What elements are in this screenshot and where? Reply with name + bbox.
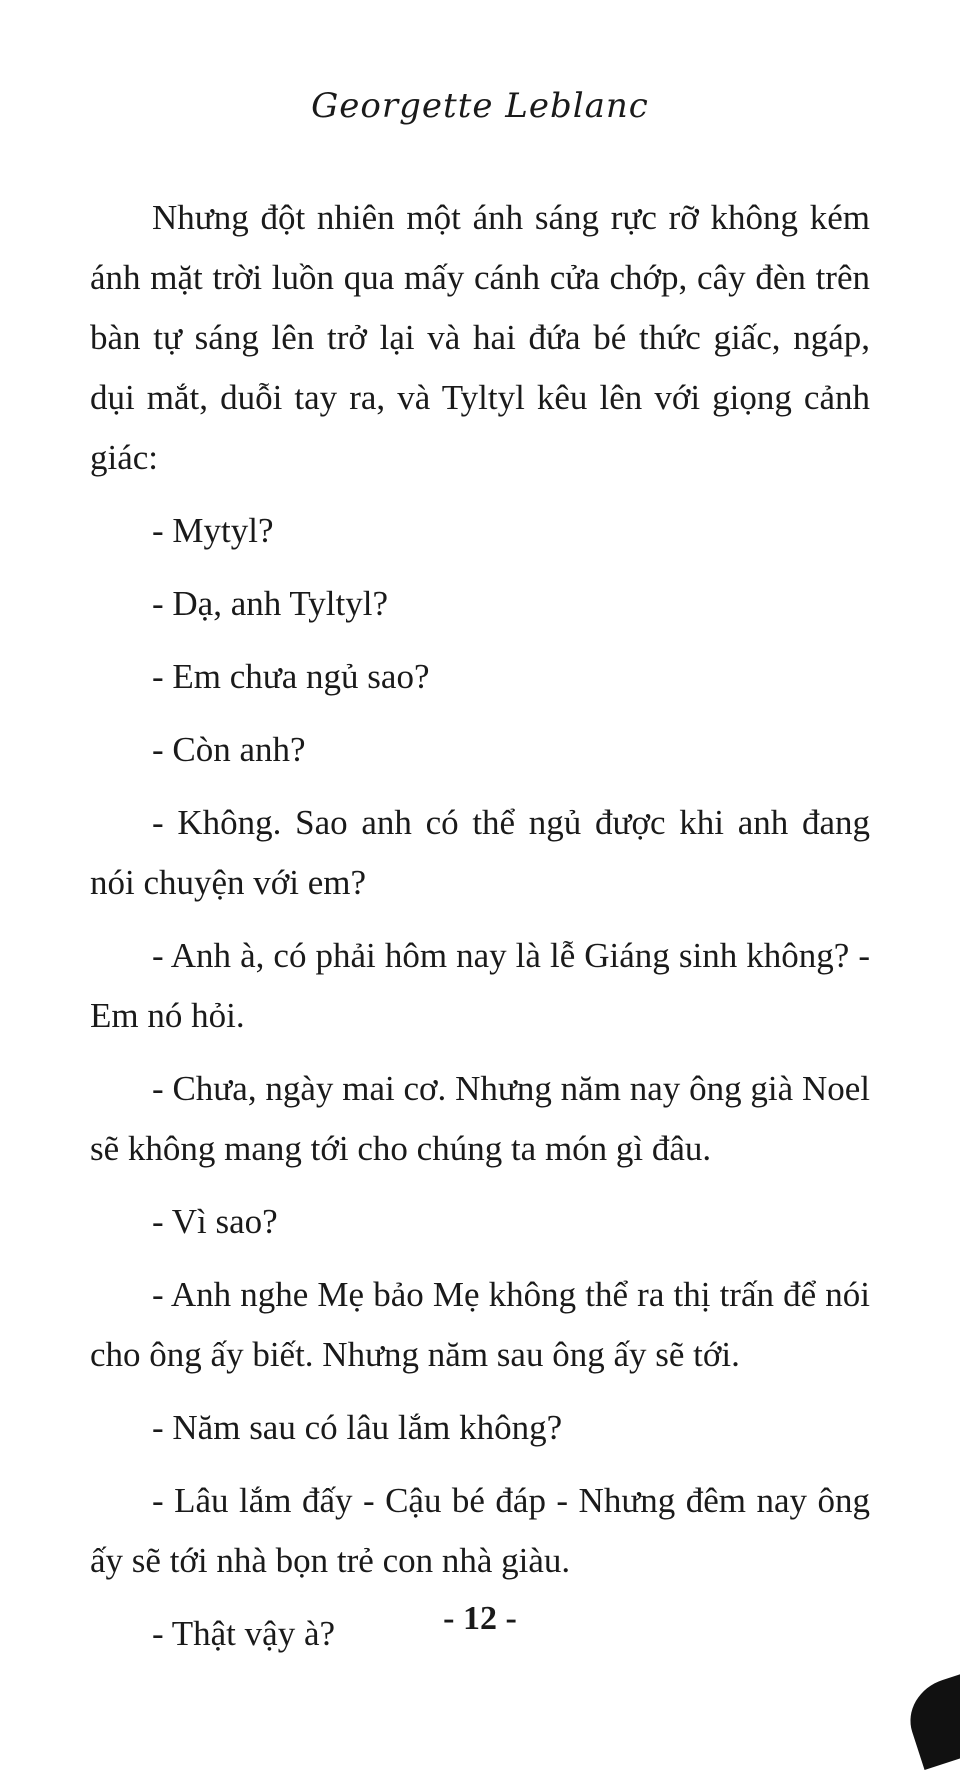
body-text [90, 188, 870, 1677]
paragraph: - Lâu lắm đấy - Cậu bé đáp - Nhưng đêm nay ông ấy sẽ tới nhà bọn trẻ con nhà giàu. [90, 1481, 870, 1580]
paragraph: - Anh nghe Mẹ bảo Mẹ không thể ra thị trấn để nói cho ông ấy biết. Nhưng năm sau ông ấy sẽ tới. [90, 1275, 870, 1374]
paragraph: - Chưa, ngày mai cơ. Nhưng năm nay ông già Noel sẽ không mang tới cho chúng ta món gì đâu. [90, 1069, 870, 1168]
paragraph: - Năm sau có lâu lắm không? [152, 1408, 563, 1447]
running-header-author: Georgette Leblanc [311, 86, 649, 126]
paragraph: - Anh à, có phải hôm nay là lễ Giáng sinh không? - Em nó hỏi. [90, 936, 870, 1035]
paragraph: - Vì sao? [152, 1202, 278, 1241]
paragraph: - Thật vậy à? [152, 1614, 336, 1653]
paragraph: - Mytyl? [152, 511, 274, 550]
page-corner-shadow [900, 1666, 960, 1770]
page-number: - 12 - [443, 1600, 517, 1637]
paragraph: - Không. Sao anh có thể ngủ được khi anh đang nói chuyện với em? [90, 803, 870, 902]
paragraph: - Còn anh? [152, 730, 306, 769]
paragraph: - Dạ, anh Tyltyl? [152, 584, 389, 623]
paragraph: Nhưng đột nhiên một ánh sáng rực rỡ không kém ánh mặt trời luồn qua mấy cánh cửa chớp, cây đèn trên bàn tự sáng lên trở lại và hai đứa bé thức giấc, ngáp, dụi mắt, duỗi tay ra, và Tyltyl kêu lên với giọng cảnh giác: [90, 198, 870, 477]
paragraph: - Em chưa ngủ sao? [152, 657, 430, 696]
